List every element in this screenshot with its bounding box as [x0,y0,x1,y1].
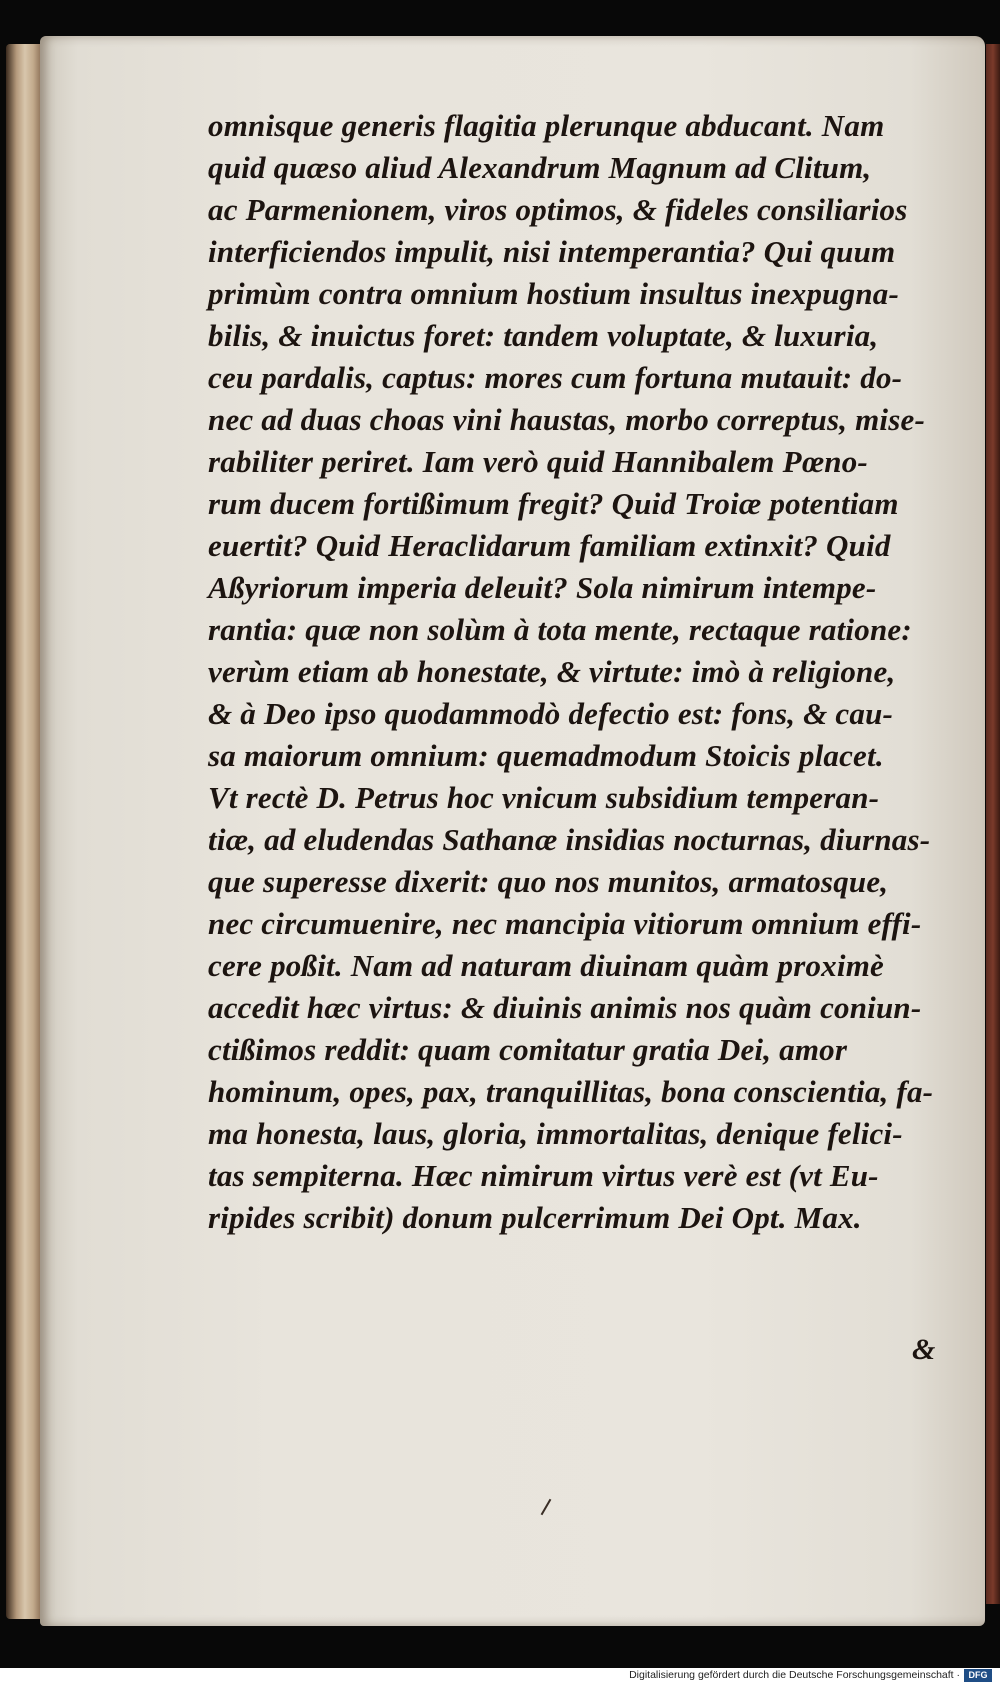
text-line: rantia: quæ non solùm à tota mente, rectaque ratione: [208,612,912,647]
text-line: bilis, & inuictus foret: tandem voluptate, & luxuria, [208,318,879,353]
catchword: & [912,1333,936,1366]
text-line: interficiendos impulit, nisi intemperantia? Qui quum [208,234,896,269]
text-line: accedit hæc virtus: & diuinis animis nos quàm coniun- [208,990,922,1025]
text-line: primùm contra omnium hostium insultus inexpugna- [208,276,899,311]
dfg-logo-icon: DFG [964,1669,992,1682]
text-line: cere poßit. Nam ad naturam diuinam quàm proximè [208,948,884,983]
text-line: hominum, opes, pax, tranquillitas, bona conscientia, fa- [208,1074,934,1109]
text-line: quid quæso aliud Alexandrum Magnum ad Clitum, [208,150,872,185]
text-line: rabiliter periret. Iam verò quid Hannibalem Pœno- [208,444,868,479]
text-line: que superesse dixerit: quo nos munitos, armatosque, [208,864,889,899]
text-line: ctißimos reddit: quam comitatur gratia Dei, amor [208,1032,848,1067]
text-line: Aßyriorum imperia deleuit? Sola nimirum intempe- [208,570,877,605]
text-line: sa maiorum omnium: quemadmodum Stoicis placet. [208,738,884,773]
text-line: Vt rectè D. Petrus hoc vnicum subsidium temperan- [208,780,880,815]
text-line: omnisque generis flagitia plerunque abducant. Nam [208,108,885,143]
text-line: nec ad duas choas vini haustas, morbo correptus, mise- [208,402,925,437]
text-line: ceu pardalis, captus: mores cum fortuna mutauit: do- [208,360,903,395]
text-line: ac Parmenionem, viros optimos, & fideles consiliarios [208,192,908,227]
binding-edge [986,44,1000,1604]
text-line: euertit? Quid Heraclidarum familiam extinxit? Quid [208,528,891,563]
digitization-footer [0,1668,1000,1684]
text-line: ma honesta, laus, gloria, immortalitas, denique felici- [208,1116,903,1151]
text-line: tiæ, ad eludendas Sathanæ insidias nocturnas, diurnas- [208,822,931,857]
text-line: verùm etiam ab honestate, & virtute: imò à religione, [208,654,896,689]
footer-credit: Digitalisierung gefördert durch die Deutsche Forschungsgemeinschaft · [629,1669,960,1681]
text-line: tas sempiterna. Hæc nimirum virtus verè est (vt Eu- [208,1158,879,1193]
text-line: nec circumuenire, nec mancipia vitiorum omnium effi- [208,906,922,941]
text-line: rum ducem fortißimum fregit? Quid Troiæ potentiam [208,486,899,521]
page-text [208,105,963,1239]
text-line: & à Deo ipso quodammodò defectio est: fons, & cau- [208,696,894,731]
text-line: ripides scribit) donum pulcerrimum Dei Opt. Max. [208,1200,862,1235]
